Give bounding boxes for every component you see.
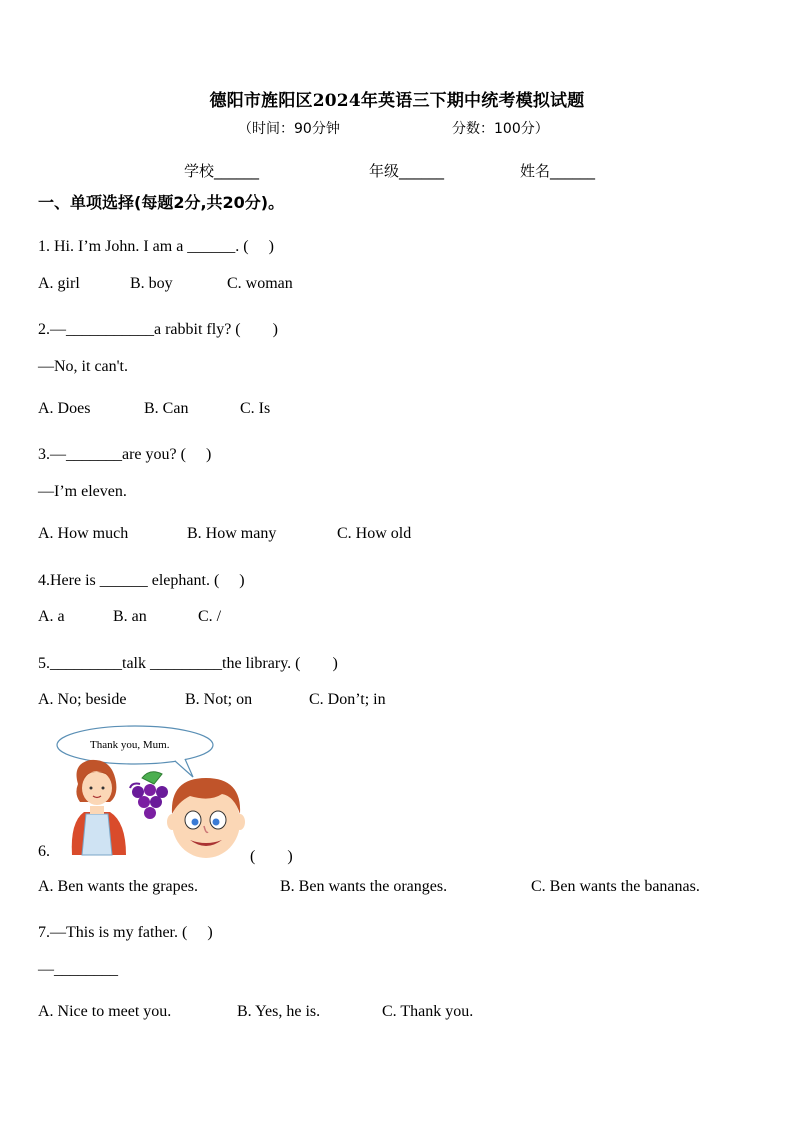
question-3-stem: 3.—_______are you? ( ) [38, 446, 212, 463]
q6-option-b[interactable]: B. Ben wants the oranges. [280, 878, 448, 895]
q7-option-c[interactable]: C. Thank you. [382, 1003, 474, 1020]
q7-option-a[interactable]: A. Nice to meet you. [38, 1003, 172, 1020]
q5-option-b[interactable]: B. Not; on [185, 691, 253, 708]
question-6-answer-paren: ( ) [250, 848, 293, 865]
exam-time: （时间：90分钟 [238, 121, 340, 137]
grade-field[interactable]: 年级______ [369, 162, 445, 180]
question-1-stem: 1. Hi. I’m John. I am a ______. ( ) [38, 238, 274, 255]
section-heading: 一、单项选择(每题2分,共20分)。 [38, 193, 285, 212]
question-7-stem: 7.—This is my father. ( ) [38, 924, 213, 941]
q2-option-b[interactable]: B. Can [144, 400, 189, 417]
mother-icon [72, 760, 126, 855]
q6-option-a[interactable]: A. Ben wants the grapes. [38, 878, 198, 895]
q3-option-a[interactable]: A. How much [38, 525, 129, 542]
q4-option-a[interactable]: A. a [38, 608, 65, 625]
q4-option-c[interactable]: C. / [198, 608, 222, 625]
q2-option-c[interactable]: C. Is [240, 400, 271, 417]
q3-option-b[interactable]: B. How many [187, 525, 277, 542]
q3-option-c[interactable]: C. How old [337, 525, 412, 542]
question-3-reply: —I’m eleven. [38, 483, 127, 500]
q6-option-c[interactable]: C. Ben wants the bananas. [531, 878, 700, 895]
grapes-icon [130, 772, 168, 819]
question-6-number: 6. [38, 843, 50, 860]
page-title: 德阳市旌阳区2024年英语三下期中统考模拟试题 [209, 91, 585, 111]
question-4-stem: 4.Here is ______ elephant. ( ) [38, 572, 245, 589]
q4-option-b[interactable]: B. an [113, 608, 147, 625]
name-field[interactable]: 姓名______ [520, 162, 596, 180]
q1-option-c[interactable]: C. woman [227, 275, 293, 292]
question-5-stem: 5._________talk _________the library. ( ) [38, 655, 338, 672]
question-7-reply: —________ [38, 961, 118, 978]
q5-option-a[interactable]: A. No; beside [38, 691, 127, 708]
q7-option-b[interactable]: B. Yes, he is. [237, 1003, 321, 1020]
boy-icon [167, 778, 245, 858]
q2-option-a[interactable]: A. Does [38, 400, 91, 417]
speech-bubble-text: Thank you, Mum. [90, 739, 170, 751]
exam-score: 分数：100分） [452, 121, 549, 137]
school-field[interactable]: 学校______ [184, 162, 260, 180]
q1-option-a[interactable]: A. girl [38, 275, 80, 292]
question-2-stem: 2.—___________a rabbit fly? ( ) [38, 321, 278, 338]
q5-option-c[interactable]: C. Don’t; in [309, 691, 386, 708]
q1-option-b[interactable]: B. boy [130, 275, 173, 292]
question-2-reply: —No, it can't. [38, 358, 128, 375]
